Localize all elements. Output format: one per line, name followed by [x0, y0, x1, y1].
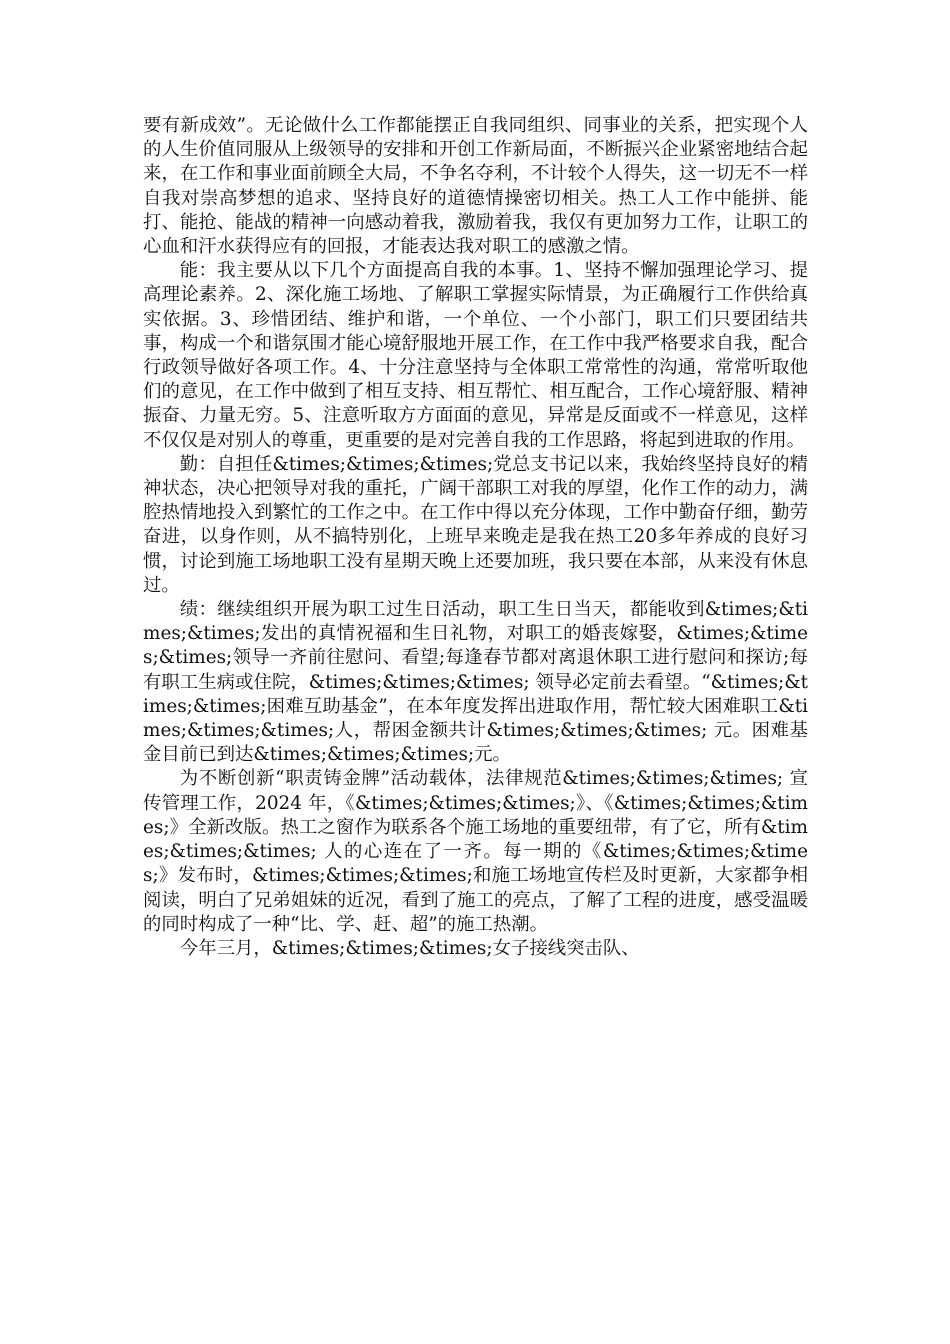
paragraph-achievement: 绩：继续组织开展为职工过生日活动，职工生日当天，都能收到&times;&times;&times;发出的真情祝福和生日礼物，对职工的婚丧嫁娶，&times;&times;&times;领导一齐前往慰问、看望;每逢春节都对离退休职工进行慰问和探访;每有职工生病或住院，&times;&times;&times; 领导必定前去看望。“&times;&times;&times;困难互助基金”，在本年度发挥出进取作用，帮忙较大困难职工&times;&times;&times;人，帮困金额共计&times;&times;&times; 元。困难基金目前已到达&times;&times;&times;元。 — [143, 599, 808, 766]
paragraph-continuation: 要有新成效”。无论做什么工作都能摆正自我同组织、同事业的关系，把实现个人的人生价值同服从上级领导的安排和开创工作新局面，不断振兴企业紧密地结合起来，在工作和事业面前顾全大局，不争名夺利，不计较个人得失，这一切无不一样自我对崇高梦想的追求、坚持良好的道德情操密切相关。热工人工作中能拼、能打、能抢、能战的精神一向感动着我，激励着我，我仅有更加努力工作，让职工的心血和汗水获得应有的回报，才能表达我对职工的感激之情。 — [143, 115, 808, 258]
paragraph-ability: 能：我主要从以下几个方面提高自我的本事。1、坚持不懈加强理论学习、提高理论素养。2、深化施工场地、了解职工掌握实际情景，为正确履行工作供给真实依据。3、珍惜团结、维护和谐，一个单位、一个小部门，职工们只要团结共事，构成一个和谐氛围才能心境舒服地开展工作，在工作中我严格要求自我，配合行政领导做好各项工作。4、十分注意坚持与全体职工常常性的沟通，常常听取他们的意见，在工作中做到了相互支持、相互帮忙、相互配合，工作心境舒服、精神振奋、力量无穷。5、注意听取方方面面的意见，异常是反面或不一样意见，这样不仅仅是对别人的尊重，更重要的是对完善自我的工作思路，将起到进取的作用。 — [143, 260, 808, 451]
paragraph-publicity: 为不断创新“职责铸金牌”活动载体，法律规范&times;&times;&times; 宣传管理工作，2024 年，《&times;&times;&times;》、《&times;&times;&times;》全新改版。热工之窗作为联系各个施工场地的重要纽带，有了它，所有&times;&times;&times; 人的心连在了一齐。每一期的《&times;&times;&times;》发布时，&times;&times;&times;和施工场地宣传栏及时更新，大家都争相阅读，明白了兄弟姐妹的近况，看到了施工的亮点，了解了工程的进度，感受温暖的同时构成了一种“比、学、赶、超”的施工热潮。 — [143, 768, 808, 935]
paragraph-march: 今年三月，&times;&times;&times;女子接线突击队、 — [179, 937, 640, 959]
body-text — [143, 114, 808, 961]
paragraph-diligence: 勤：自担任&times;&times;&times;党总支书记以来，我始终坚持良好的精神状态，决心把领导对我的重托，广阔干部职工对我的厚望，化作工作的动力，满腔热情地投入到繁忙的工作之中。在工作中得以充分体现，工作中勤奋仔细，勤劳奋进，以身作则，从不搞特别化，上班早来晚走是我在热工20多年养成的良好习惯，讨论到施工场地职工没有星期天晚上还要加班，我只要在本部，从来没有休息过。 — [143, 453, 808, 596]
